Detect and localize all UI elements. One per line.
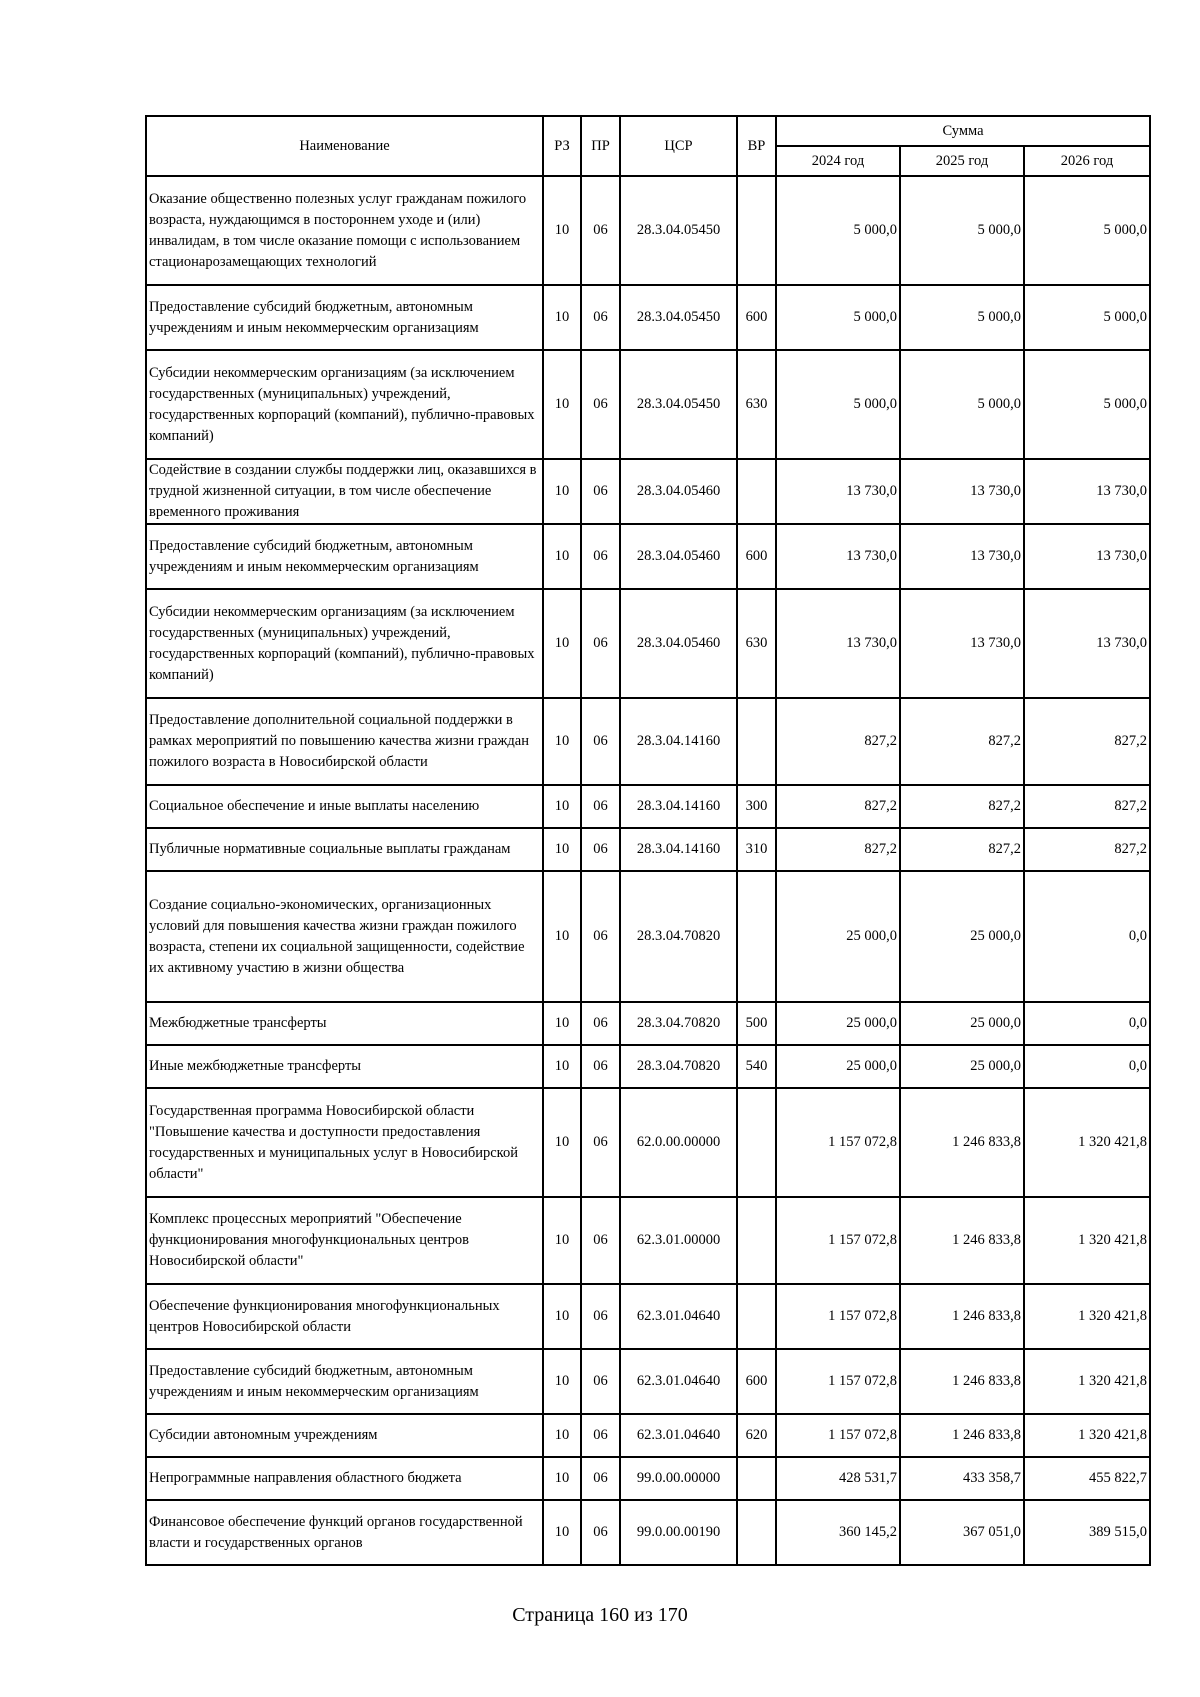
cell-rz: 10 — [543, 459, 581, 524]
cell-rz: 10 — [543, 589, 581, 698]
cell-amount-2024: 13 730,0 — [776, 524, 900, 589]
cell-amount-2026: 13 730,0 — [1024, 589, 1150, 698]
cell-amount-2024: 827,2 — [776, 785, 900, 828]
cell-rz: 10 — [543, 1045, 581, 1088]
cell-pr: 06 — [581, 524, 620, 589]
cell-vr — [737, 1088, 776, 1197]
cell-amount-2025: 1 246 833,8 — [900, 1349, 1024, 1414]
header-row-top — [146, 116, 1150, 146]
cell-vr: 630 — [737, 350, 776, 459]
cell-amount-2025: 1 246 833,8 — [900, 1414, 1024, 1457]
cell-amount-2025: 25 000,0 — [900, 1045, 1024, 1088]
cell-amount-2025: 827,2 — [900, 828, 1024, 871]
cell-amount-2026: 0,0 — [1024, 1002, 1150, 1045]
cell-name: Межбюджетные трансферты — [146, 1002, 543, 1045]
cell-name: Предоставление субсидий бюджетным, автономным учреждениям и иным некоммерческим организациям — [146, 524, 543, 589]
table-row — [146, 350, 1150, 459]
table-row — [146, 524, 1150, 589]
header-pr: ПР — [581, 116, 620, 176]
cell-pr: 06 — [581, 828, 620, 871]
cell-amount-2025: 827,2 — [900, 698, 1024, 785]
cell-rz: 10 — [543, 828, 581, 871]
cell-name: Комплекс процессных мероприятий "Обеспечение функционирования многофункциональных центров Новосибирской области" — [146, 1197, 543, 1284]
cell-amount-2024: 827,2 — [776, 698, 900, 785]
header-csr: ЦСР — [620, 116, 737, 176]
cell-pr: 06 — [581, 176, 620, 285]
table-row — [146, 1414, 1150, 1457]
cell-amount-2026: 827,2 — [1024, 785, 1150, 828]
cell-amount-2024: 25 000,0 — [776, 1045, 900, 1088]
cell-amount-2026: 455 822,7 — [1024, 1457, 1150, 1500]
cell-csr: 28.3.04.70820 — [620, 871, 737, 1002]
cell-csr: 28.3.04.05460 — [620, 459, 737, 524]
table-row — [146, 1045, 1150, 1088]
cell-pr: 06 — [581, 1088, 620, 1197]
header-year-2025: 2025 год — [900, 146, 1024, 176]
cell-name: Оказание общественно полезных услуг гражданам пожилого возраста, нуждающимся в постороннем уходе и (или) инвалидам, в том числе оказание помощи с использованием стационарозамещающих технологий — [146, 176, 543, 285]
cell-rz: 10 — [543, 1349, 581, 1414]
cell-csr: 62.0.00.00000 — [620, 1088, 737, 1197]
cell-amount-2025: 1 246 833,8 — [900, 1088, 1024, 1197]
table-row — [146, 1197, 1150, 1284]
cell-pr: 06 — [581, 1045, 620, 1088]
cell-name: Субсидии автономным учреждениям — [146, 1414, 543, 1457]
table-row — [146, 785, 1150, 828]
cell-amount-2025: 367 051,0 — [900, 1500, 1024, 1565]
cell-amount-2024: 1 157 072,8 — [776, 1414, 900, 1457]
cell-amount-2025: 433 358,7 — [900, 1457, 1024, 1500]
cell-vr — [737, 176, 776, 285]
cell-amount-2026: 827,2 — [1024, 828, 1150, 871]
table-row — [146, 1349, 1150, 1414]
cell-name: Иные межбюджетные трансферты — [146, 1045, 543, 1088]
cell-pr: 06 — [581, 698, 620, 785]
cell-amount-2025: 13 730,0 — [900, 459, 1024, 524]
cell-vr — [737, 1197, 776, 1284]
cell-amount-2024: 827,2 — [776, 828, 900, 871]
cell-amount-2025: 25 000,0 — [900, 1002, 1024, 1045]
cell-name: Финансовое обеспечение функций органов государственной власти и государственных органов — [146, 1500, 543, 1565]
cell-vr — [737, 459, 776, 524]
table-body — [146, 176, 1150, 1565]
cell-vr: 620 — [737, 1414, 776, 1457]
table-row — [146, 285, 1150, 350]
cell-amount-2024: 5 000,0 — [776, 176, 900, 285]
cell-amount-2024: 1 157 072,8 — [776, 1088, 900, 1197]
cell-name: Непрограммные направления областного бюджета — [146, 1457, 543, 1500]
cell-vr: 600 — [737, 524, 776, 589]
cell-pr: 06 — [581, 871, 620, 1002]
cell-amount-2026: 13 730,0 — [1024, 524, 1150, 589]
cell-csr: 28.3.04.05460 — [620, 524, 737, 589]
cell-pr: 06 — [581, 350, 620, 459]
cell-name: Субсидии некоммерческим организациям (за исключением государственных (муниципальных) учреждений, государственных корпораций (компаний), публично-правовых компаний) — [146, 350, 543, 459]
cell-vr: 600 — [737, 1349, 776, 1414]
cell-pr: 06 — [581, 1349, 620, 1414]
cell-rz: 10 — [543, 871, 581, 1002]
cell-csr: 28.3.04.05450 — [620, 285, 737, 350]
cell-amount-2024: 360 145,2 — [776, 1500, 900, 1565]
cell-amount-2026: 1 320 421,8 — [1024, 1414, 1150, 1457]
cell-amount-2026: 1 320 421,8 — [1024, 1088, 1150, 1197]
cell-pr: 06 — [581, 1500, 620, 1565]
cell-name: Предоставление субсидий бюджетным, автономным учреждениям и иным некоммерческим организациям — [146, 1349, 543, 1414]
cell-pr: 06 — [581, 1002, 620, 1045]
cell-amount-2025: 1 246 833,8 — [900, 1284, 1024, 1349]
cell-pr: 06 — [581, 1197, 620, 1284]
cell-rz: 10 — [543, 1457, 581, 1500]
cell-amount-2026: 13 730,0 — [1024, 459, 1150, 524]
cell-name: Субсидии некоммерческим организациям (за исключением государственных (муниципальных) учреждений, государственных корпораций (компаний), публично-правовых компаний) — [146, 589, 543, 698]
cell-vr: 300 — [737, 785, 776, 828]
cell-amount-2026: 5 000,0 — [1024, 285, 1150, 350]
cell-amount-2026: 1 320 421,8 — [1024, 1284, 1150, 1349]
cell-amount-2026: 0,0 — [1024, 871, 1150, 1002]
cell-rz: 10 — [543, 176, 581, 285]
cell-csr: 62.3.01.04640 — [620, 1414, 737, 1457]
cell-csr: 28.3.04.14160 — [620, 828, 737, 871]
header-name: Наименование — [146, 116, 543, 176]
cell-rz: 10 — [543, 1088, 581, 1197]
cell-amount-2024: 5 000,0 — [776, 350, 900, 459]
cell-name: Предоставление дополнительной социальной поддержки в рамках мероприятий по повышению качества жизни граждан пожилого возраста в Новосибирской области — [146, 698, 543, 785]
cell-pr: 06 — [581, 1457, 620, 1500]
cell-amount-2025: 5 000,0 — [900, 176, 1024, 285]
cell-pr: 06 — [581, 589, 620, 698]
table-row — [146, 1457, 1150, 1500]
cell-rz: 10 — [543, 698, 581, 785]
cell-amount-2024: 13 730,0 — [776, 589, 900, 698]
cell-csr: 62.3.01.04640 — [620, 1284, 737, 1349]
table-row — [146, 459, 1150, 524]
cell-pr: 06 — [581, 1284, 620, 1349]
table-row — [146, 589, 1150, 698]
cell-amount-2026: 5 000,0 — [1024, 176, 1150, 285]
cell-rz: 10 — [543, 1002, 581, 1045]
cell-amount-2025: 13 730,0 — [900, 589, 1024, 698]
cell-amount-2024: 5 000,0 — [776, 285, 900, 350]
cell-csr: 28.3.04.05450 — [620, 176, 737, 285]
cell-vr: 630 — [737, 589, 776, 698]
table-row — [146, 176, 1150, 285]
cell-csr: 99.0.00.00190 — [620, 1500, 737, 1565]
cell-pr: 06 — [581, 459, 620, 524]
cell-amount-2025: 5 000,0 — [900, 285, 1024, 350]
cell-vr: 310 — [737, 828, 776, 871]
cell-csr: 28.3.04.14160 — [620, 785, 737, 828]
page-number: Страница 160 из 170 — [512, 1604, 688, 1626]
cell-vr: 540 — [737, 1045, 776, 1088]
cell-amount-2024: 1 157 072,8 — [776, 1349, 900, 1414]
cell-amount-2024: 13 730,0 — [776, 459, 900, 524]
cell-name: Государственная программа Новосибирской области "Повышение качества и доступности предоставления государственных и муниципальных услуг в Новосибирской области" — [146, 1088, 543, 1197]
cell-amount-2024: 25 000,0 — [776, 1002, 900, 1045]
cell-rz: 10 — [543, 785, 581, 828]
cell-amount-2025: 1 246 833,8 — [900, 1197, 1024, 1284]
cell-csr: 28.3.04.05450 — [620, 350, 737, 459]
table-row — [146, 871, 1150, 1002]
cell-rz: 10 — [543, 524, 581, 589]
cell-vr: 600 — [737, 285, 776, 350]
cell-rz: 10 — [543, 1197, 581, 1284]
table-row — [146, 1002, 1150, 1045]
table-row — [146, 1088, 1150, 1197]
cell-name: Публичные нормативные социальные выплаты гражданам — [146, 828, 543, 871]
budget-table — [145, 115, 1151, 1566]
cell-rz: 10 — [543, 350, 581, 459]
cell-pr: 06 — [581, 1414, 620, 1457]
cell-vr — [737, 698, 776, 785]
cell-amount-2025: 13 730,0 — [900, 524, 1024, 589]
cell-amount-2025: 25 000,0 — [900, 871, 1024, 1002]
header-year-2024: 2024 год — [776, 146, 900, 176]
cell-name: Содействие в создании службы поддержки лиц, оказавшихся в трудной жизненной ситуации, в том числе обеспечение временного проживания — [146, 459, 543, 524]
cell-amount-2025: 5 000,0 — [900, 350, 1024, 459]
header-sum: Сумма — [776, 116, 1150, 146]
cell-csr: 28.3.04.05460 — [620, 589, 737, 698]
table-row — [146, 698, 1150, 785]
cell-rz: 10 — [543, 285, 581, 350]
cell-csr: 28.3.04.70820 — [620, 1045, 737, 1088]
cell-amount-2024: 25 000,0 — [776, 871, 900, 1002]
table-row — [146, 828, 1150, 871]
header-year-2026: 2026 год — [1024, 146, 1150, 176]
cell-pr: 06 — [581, 785, 620, 828]
cell-vr — [737, 1457, 776, 1500]
cell-csr: 62.3.01.04640 — [620, 1349, 737, 1414]
cell-amount-2026: 827,2 — [1024, 698, 1150, 785]
cell-pr: 06 — [581, 285, 620, 350]
cell-csr: 99.0.00.00000 — [620, 1457, 737, 1500]
table-row — [146, 1500, 1150, 1565]
cell-vr — [737, 1500, 776, 1565]
cell-vr — [737, 871, 776, 1002]
cell-amount-2024: 428 531,7 — [776, 1457, 900, 1500]
table-header — [146, 116, 1150, 176]
cell-amount-2024: 1 157 072,8 — [776, 1197, 900, 1284]
cell-csr: 28.3.04.14160 — [620, 698, 737, 785]
cell-rz: 10 — [543, 1500, 581, 1565]
cell-csr: 28.3.04.70820 — [620, 1002, 737, 1045]
cell-vr — [737, 1284, 776, 1349]
cell-name: Социальное обеспечение и иные выплаты населению — [146, 785, 543, 828]
cell-name: Создание социально-экономических, организационных условий для повышения качества жизни граждан пожилого возраста, степени их социальной защищенности, содействие их активному участию в жизни общества — [146, 871, 543, 1002]
cell-amount-2025: 827,2 — [900, 785, 1024, 828]
cell-amount-2026: 1 320 421,8 — [1024, 1349, 1150, 1414]
cell-rz: 10 — [543, 1284, 581, 1349]
cell-name: Предоставление субсидий бюджетным, автономным учреждениям и иным некоммерческим организациям — [146, 285, 543, 350]
cell-amount-2026: 1 320 421,8 — [1024, 1197, 1150, 1284]
cell-rz: 10 — [543, 1414, 581, 1457]
table-row — [146, 1284, 1150, 1349]
cell-vr: 500 — [737, 1002, 776, 1045]
cell-name: Обеспечение функционирования многофункциональных центров Новосибирской области — [146, 1284, 543, 1349]
header-vr: ВР — [737, 116, 776, 176]
cell-amount-2026: 5 000,0 — [1024, 350, 1150, 459]
header-rz: РЗ — [543, 116, 581, 176]
cell-amount-2026: 0,0 — [1024, 1045, 1150, 1088]
cell-amount-2026: 389 515,0 — [1024, 1500, 1150, 1565]
cell-amount-2024: 1 157 072,8 — [776, 1284, 900, 1349]
cell-csr: 62.3.01.00000 — [620, 1197, 737, 1284]
